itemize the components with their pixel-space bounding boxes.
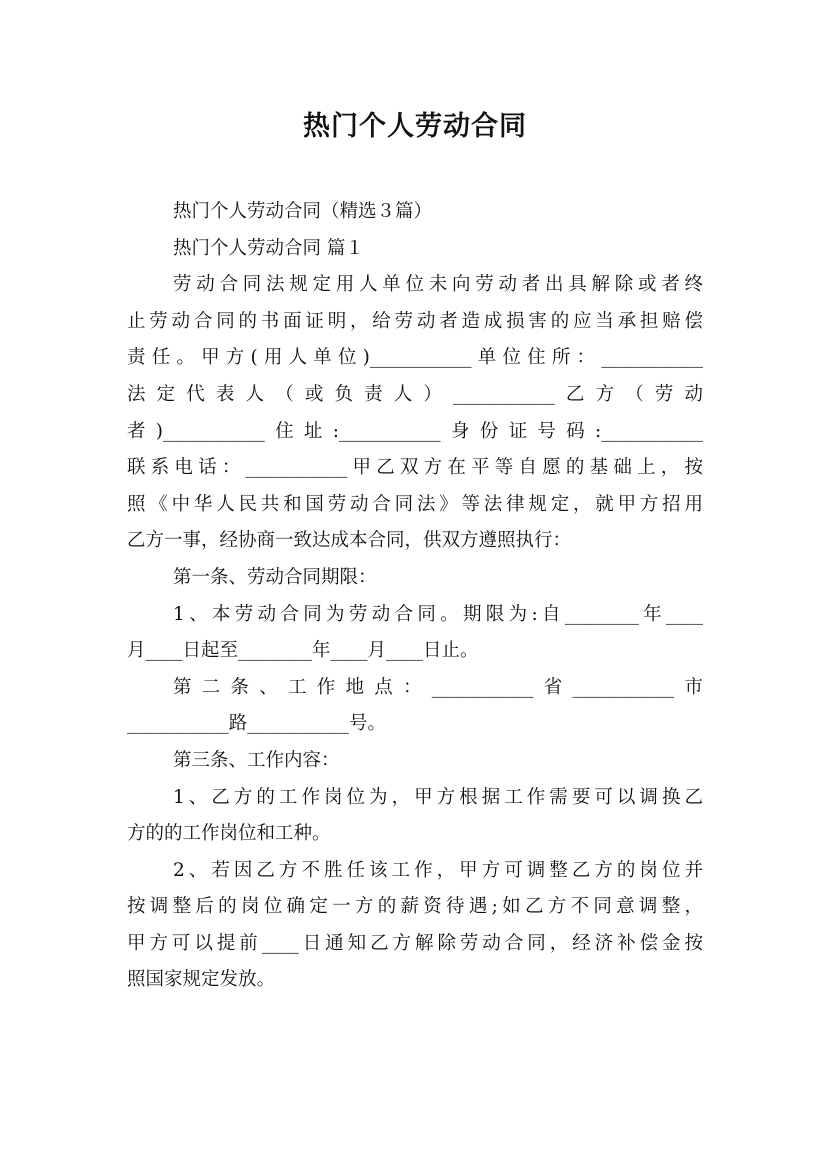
paragraph-line: 按调整后的岗位确定一方的薪资待遇;如乙方不同意调整， bbox=[127, 896, 703, 918]
paragraph-line: 止劳动合同的书面证明，给劳动者造成损害的应当承担赔偿 bbox=[127, 310, 703, 332]
paragraph-line: 法定代表人（或负责人）___________乙方（劳动 bbox=[127, 383, 703, 405]
paragraph-line: 甲方可以提前____日通知乙方解除劳动合同，经济补偿金按 bbox=[127, 932, 703, 954]
paragraph-line: 1、本劳动合同为劳动合同。期限为:自________年____ bbox=[173, 603, 703, 625]
document-body bbox=[127, 194, 703, 999]
paragraph-line: 责任。甲方(用人单位)___________单位住所：___________ bbox=[127, 347, 703, 369]
article-heading: 第一条、劳动合同期限： bbox=[173, 566, 377, 588]
section-heading: 热门个人劳动合同 篇１ bbox=[173, 237, 364, 259]
paragraph-line: ___________路___________号。 bbox=[127, 713, 387, 735]
document-title: 热门个人劳动合同 bbox=[303, 111, 527, 142]
paragraph-line: 月____日起至________年____月____日止。 bbox=[127, 640, 479, 662]
paragraph-line: 者)___________住址:___________身份证号码:___________ bbox=[127, 420, 703, 442]
paragraph-line: 1、乙方的工作岗位为，甲方根据工作需要可以调换乙 bbox=[173, 786, 703, 808]
paragraph-line: 劳动合同法规定用人单位未向劳动者出具解除或者终 bbox=[173, 274, 703, 296]
article-heading: 第三条、工作内容： bbox=[173, 749, 340, 771]
paragraph-line: 联系电话：___________甲乙双方在平等自愿的基础上，按 bbox=[127, 457, 703, 479]
article-heading: 第二条、工作地点：___________省___________市 bbox=[173, 676, 703, 698]
paragraph-line: 照《中华人民共和国劳动合同法》等法律规定，就甲方招用 bbox=[127, 493, 703, 515]
paragraph-line: 照国家规定发放。 bbox=[127, 969, 276, 991]
paragraph-line: 乙方一事，经协商一致达成本合同，供双方遵照执行： bbox=[127, 530, 572, 552]
paragraph-line: 方的的工作岗位和工种。 bbox=[127, 823, 331, 845]
paragraph-line: 2、若因乙方不胜任该工作，甲方可调整乙方的岗位并 bbox=[173, 859, 703, 881]
subtitle-line: 热门个人劳动合同（精选３篇） bbox=[173, 201, 433, 222]
